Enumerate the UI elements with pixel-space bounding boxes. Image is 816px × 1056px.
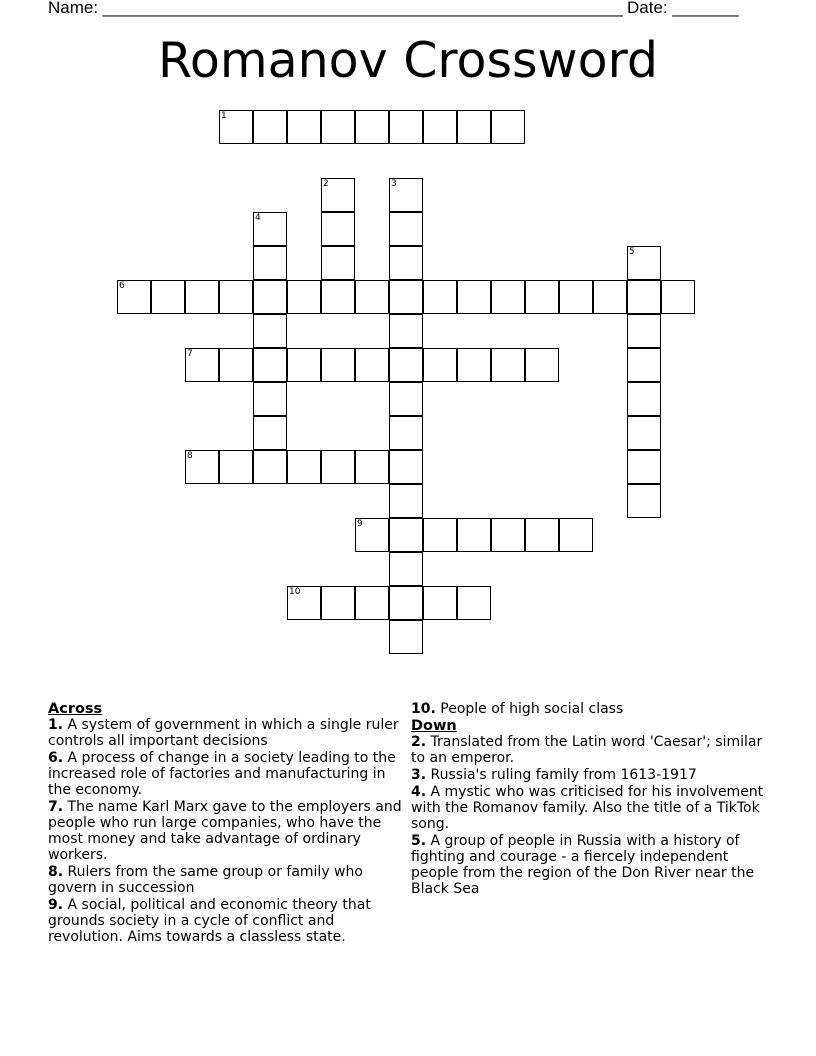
clue-number: 3. xyxy=(411,767,427,783)
grid-cell xyxy=(661,280,695,314)
grid-cell xyxy=(627,314,661,348)
clue-text: Translated from the Latin word 'Caesar'; similar to an emperor. xyxy=(411,734,763,766)
grid-cell xyxy=(389,178,423,212)
grid-cell xyxy=(355,518,389,552)
grid-cell xyxy=(287,110,321,144)
grid-cell xyxy=(525,518,559,552)
grid-cell xyxy=(627,246,661,280)
grid-cell xyxy=(321,450,355,484)
grid-cell xyxy=(593,280,627,314)
across-heading: Across xyxy=(48,701,103,717)
crossword-grid xyxy=(117,110,700,660)
clue-text: A mystic who was criticised for his involvement with the Romanov family. Also the title of a TikTok song. xyxy=(411,784,764,832)
across-clue-9 xyxy=(48,897,403,945)
grid-cell xyxy=(389,348,423,382)
grid-cell xyxy=(423,586,457,620)
grid-cell xyxy=(627,416,661,450)
across-clue-1 xyxy=(48,717,403,749)
clue-number-label: 3 xyxy=(391,179,397,189)
grid-cell xyxy=(627,280,661,314)
across-clue-6 xyxy=(48,750,403,798)
grid-cell xyxy=(627,348,661,382)
name-field-label: Name: _______________________________________________________ xyxy=(48,0,623,17)
clue-text: People of high social class xyxy=(435,701,624,717)
grid-cell xyxy=(185,280,219,314)
grid-cell xyxy=(321,348,355,382)
grid-cell xyxy=(321,246,355,280)
grid-cell xyxy=(559,518,593,552)
clue-number: 6. xyxy=(48,750,64,766)
grid-cell xyxy=(355,110,389,144)
clue-number: 5. xyxy=(411,833,427,849)
grid-cell xyxy=(389,416,423,450)
clue-number-label: 8 xyxy=(187,451,193,461)
clue-number: 4. xyxy=(411,784,427,800)
clue-number-label: 9 xyxy=(357,519,363,529)
grid-cell xyxy=(457,348,491,382)
grid-cell xyxy=(525,348,559,382)
grid-cell xyxy=(423,518,457,552)
grid-cell xyxy=(389,110,423,144)
grid-cell xyxy=(185,348,219,382)
grid-cell xyxy=(525,280,559,314)
grid-cell xyxy=(423,348,457,382)
grid-cell xyxy=(627,450,661,484)
grid-cell xyxy=(253,314,287,348)
grid-cell xyxy=(457,110,491,144)
clue-text: Russia's ruling family from 1613-1917 xyxy=(426,767,697,783)
clue-number-label: 10 xyxy=(289,587,301,597)
grid-cell xyxy=(355,348,389,382)
across-clue-10 xyxy=(411,701,771,717)
across-clue-8 xyxy=(48,864,403,896)
grid-cell xyxy=(219,348,253,382)
clues-column-right xyxy=(411,701,771,898)
clue-number: 8. xyxy=(48,864,64,880)
grid-cell xyxy=(389,280,423,314)
grid-cell xyxy=(389,552,423,586)
grid-cell xyxy=(389,518,423,552)
clue-number-label: 2 xyxy=(323,179,329,189)
grid-cell xyxy=(627,484,661,518)
grid-cell xyxy=(253,450,287,484)
grid-cell xyxy=(389,212,423,246)
grid-cell xyxy=(389,484,423,518)
grid-cell xyxy=(389,450,423,484)
grid-cell xyxy=(185,450,219,484)
grid-cell xyxy=(389,620,423,654)
down-clue-4 xyxy=(411,784,771,832)
grid-cell xyxy=(389,382,423,416)
clue-number-label: 4 xyxy=(255,213,261,223)
grid-cell xyxy=(627,382,661,416)
clue-number: 9. xyxy=(48,897,64,913)
across-clue-7 xyxy=(48,799,403,863)
clue-number-label: 5 xyxy=(629,247,635,257)
grid-cell xyxy=(491,348,525,382)
grid-cell xyxy=(253,110,287,144)
clue-text: A system of government in which a single ruler controls all important decisions xyxy=(48,717,399,749)
clue-number: 1. xyxy=(48,717,64,733)
grid-cell xyxy=(389,246,423,280)
grid-cell xyxy=(253,348,287,382)
clue-number-label: 1 xyxy=(221,111,227,121)
down-clue-3 xyxy=(411,767,771,783)
grid-cell xyxy=(389,586,423,620)
grid-cell xyxy=(491,110,525,144)
grid-cell xyxy=(355,586,389,620)
grid-cell xyxy=(355,450,389,484)
grid-cell xyxy=(287,280,321,314)
grid-cell xyxy=(491,280,525,314)
date-field-label: Date: _______ xyxy=(627,0,739,17)
grid-cell xyxy=(219,450,253,484)
grid-cell xyxy=(253,246,287,280)
grid-cell xyxy=(559,280,593,314)
grid-cell xyxy=(321,212,355,246)
grid-cell xyxy=(457,280,491,314)
clue-number: 7. xyxy=(48,799,64,815)
grid-cell xyxy=(321,280,355,314)
grid-cell xyxy=(219,280,253,314)
grid-cell xyxy=(389,314,423,348)
grid-cell xyxy=(253,416,287,450)
grid-cell xyxy=(321,110,355,144)
clue-number-label: 7 xyxy=(187,349,193,359)
grid-cell xyxy=(287,348,321,382)
grid-cell xyxy=(287,586,321,620)
clue-number: 2. xyxy=(411,734,427,750)
grid-cell xyxy=(287,450,321,484)
clue-text: A social, political and economic theory that grounds society in a cycle of conflict and revolution. Aims towards a classless state. xyxy=(48,897,371,945)
down-clue-5 xyxy=(411,833,771,897)
page-title: Romanov Crossword xyxy=(158,32,658,89)
clue-number-label: 6 xyxy=(119,281,125,291)
grid-cell xyxy=(457,518,491,552)
clue-number: 10. xyxy=(411,701,436,717)
clue-text: The name Karl Marx gave to the employers and people who run large companies, who have the most money and take advantage of ordinary workers. xyxy=(48,799,402,863)
grid-cell xyxy=(457,586,491,620)
grid-cell xyxy=(321,586,355,620)
down-clue-2 xyxy=(411,734,771,766)
grid-cell xyxy=(491,518,525,552)
down-heading: Down xyxy=(411,718,457,734)
clue-text: A process of change in a society leading to the increased role of factories and manufacturing in the economy. xyxy=(48,750,396,798)
grid-cell xyxy=(151,280,185,314)
grid-cell xyxy=(423,280,457,314)
grid-cell xyxy=(321,178,355,212)
grid-cell xyxy=(253,212,287,246)
grid-cell xyxy=(253,382,287,416)
clue-text: A group of people in Russia with a history of fighting and courage - a fiercely independent people from the region of the Don River near the Black Sea xyxy=(411,833,755,897)
grid-cell xyxy=(219,110,253,144)
clue-text: Rulers from the same group or family who govern in succession xyxy=(48,864,363,896)
grid-cell xyxy=(117,280,151,314)
grid-cell xyxy=(253,280,287,314)
grid-cell xyxy=(355,280,389,314)
grid-cell xyxy=(423,110,457,144)
clues-column-left xyxy=(48,701,403,946)
